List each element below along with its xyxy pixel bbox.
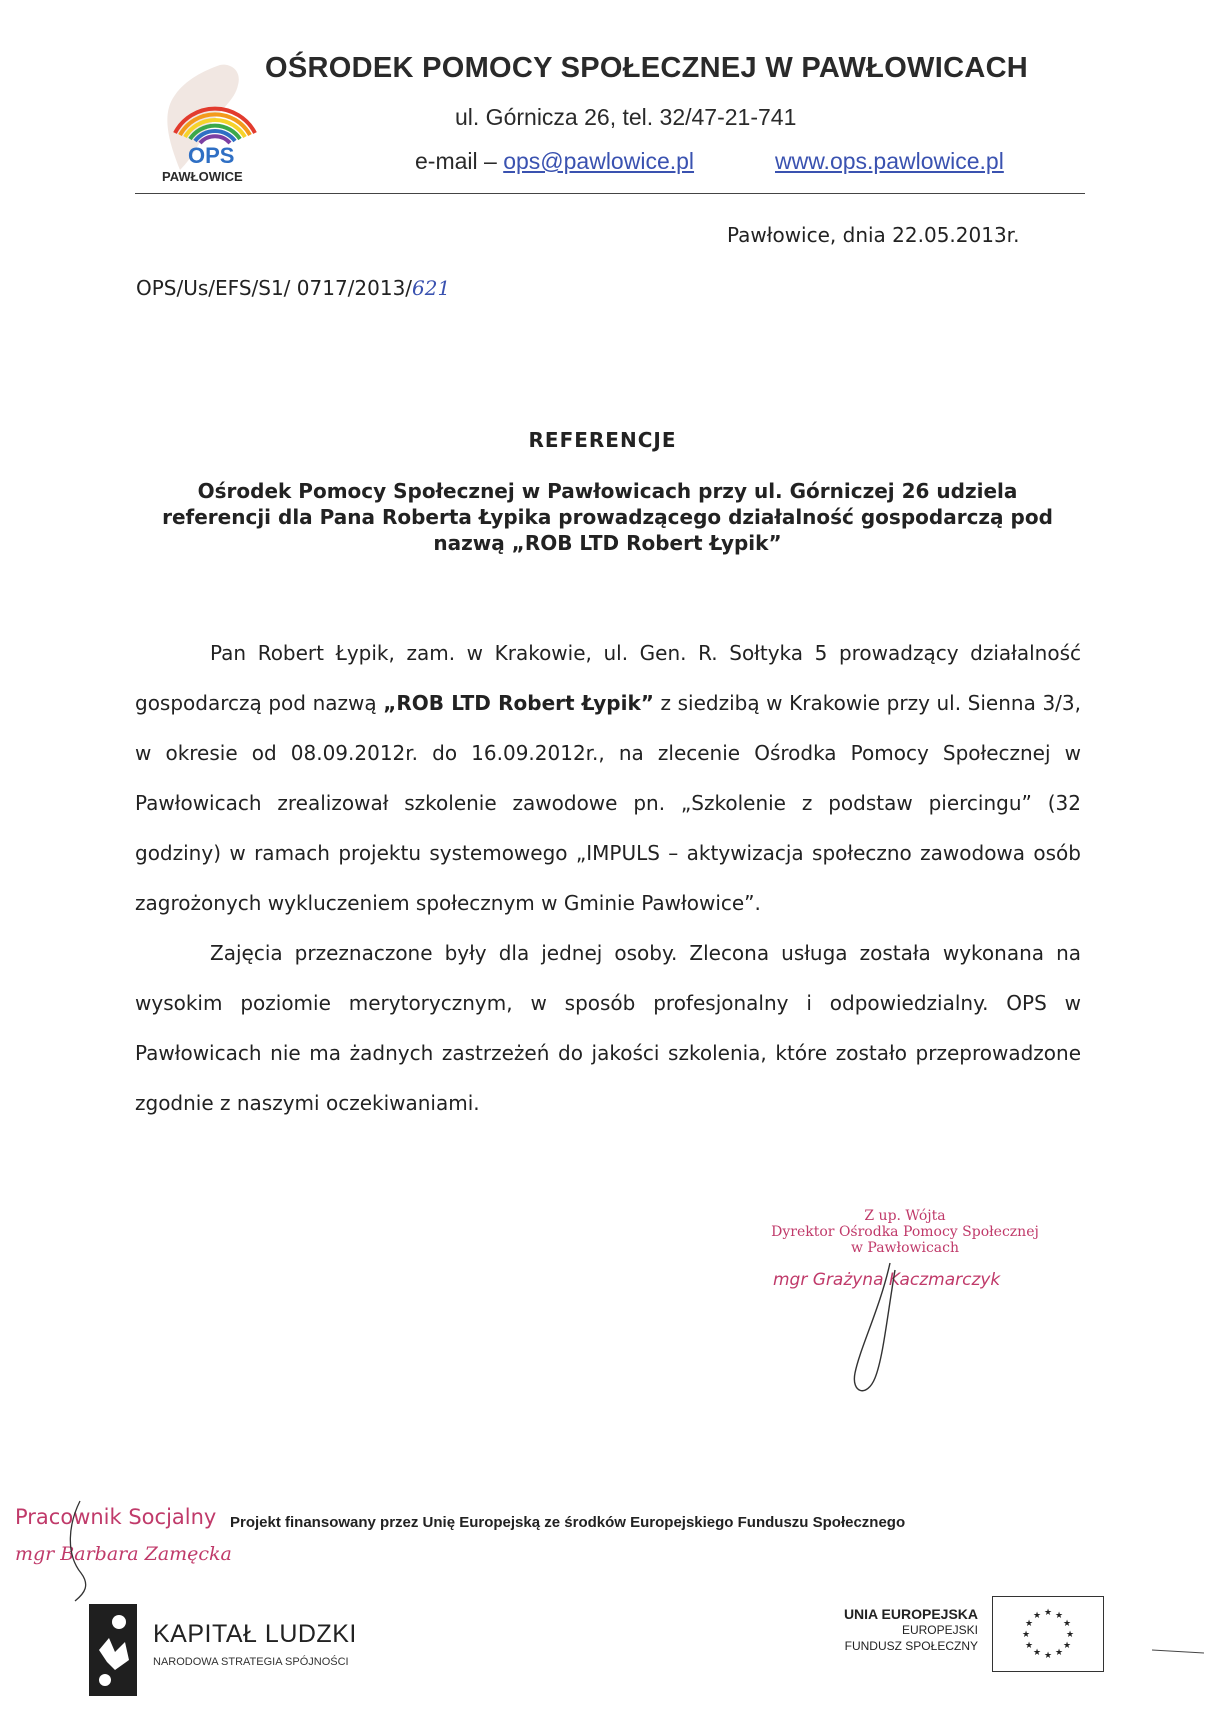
handwritten-signature-icon — [755, 1208, 1055, 1408]
svg-text:★: ★ — [1032, 1611, 1042, 1621]
kapital-ludzki-logo — [85, 1600, 141, 1700]
stamp-line-2: Dyrektor Ośrodka Pomocy Społecznej — [771, 1224, 1039, 1240]
reference-number-printed: OPS/Us/EFS/S1/ 0717/2013/ — [136, 276, 413, 300]
org-address: ul. Górnicza 26, tel. 32/47-21-741 — [455, 104, 797, 130]
document-date: Pawłowice, dnia 22.05.2013r. — [727, 223, 1020, 247]
subject-line: referencji dla Pana Roberta Łypika prowadzącego działalność gospodarczą pod — [162, 505, 1053, 529]
margin-mark — [1152, 1640, 1204, 1648]
svg-text:★: ★ — [1021, 1630, 1031, 1640]
logo-ops-text: OPS — [188, 143, 235, 168]
email-line — [415, 148, 694, 175]
subject-line: nazwą „ROB LTD Robert Łypik” — [433, 531, 782, 555]
body-paragraph-2: Zajęcia przeznaczone były dla jednej osoby. Zlecona usługa została wykonana na wysokim poziomie merytorycznym, w sposób profesjonalny i odpowiedzialny. OPS w Pawłowicach nie ma żadnych zastrzeżeń do jakości szkolenia, które zostało przeprowadzone zgodnie z naszymi oczekiwaniami. — [135, 941, 1081, 1115]
svg-text:★: ★ — [1062, 1619, 1072, 1629]
eu-line-3: FUNDUSZ SPOŁECZNY — [844, 1639, 978, 1653]
kapital-ludzki-emblem-icon — [85, 1600, 141, 1700]
pen-stroke-icon — [1152, 1647, 1204, 1655]
svg-text:★: ★ — [1065, 1630, 1075, 1640]
director-signature-stamp — [755, 1208, 1055, 1408]
kapital-ludzki-title: KAPITAŁ LUDZKI — [153, 1620, 357, 1648]
worker-name: mgr Barbara Zamęcka — [15, 1543, 232, 1565]
svg-text:★: ★ — [1024, 1641, 1034, 1651]
eu-line-2: EUROPEJSKI — [901, 1623, 978, 1637]
body-text-run: Pan Robert Łypik, zam. w Krakowie, ul. Gen. R. Sołtyka 5 prowadzący działalność gospodarczą pod nazwą — [135, 641, 1081, 715]
logo-pawlowice-text: PAWŁOWICE — [162, 169, 243, 184]
social-worker-stamp — [15, 1505, 232, 1565]
website-link[interactable]: www.ops.pawlowice.pl — [775, 148, 1004, 174]
body-paragraph-1 — [135, 628, 1081, 928]
eu-stars-icon — [993, 1597, 1103, 1671]
hand-rainbow-icon — [150, 55, 270, 185]
funding-statement: Projekt finansowany przez Unię Europejską ze środków Europejskiego Funduszu Społecznego — [230, 1514, 906, 1531]
document-title: REFERENCJE — [528, 428, 677, 452]
svg-text:★: ★ — [1043, 1651, 1053, 1661]
reference-number — [136, 276, 450, 300]
eu-flag-icon — [992, 1596, 1104, 1672]
stamp-line-1: Z up. Wójta — [864, 1208, 946, 1224]
ops-logo — [150, 55, 270, 185]
eu-text-block — [820, 1606, 978, 1654]
email-label: e-mail – — [415, 148, 504, 174]
stamp-line-3: w Pawłowicach — [850, 1240, 960, 1256]
reference-number-handwritten: 621 — [412, 276, 451, 300]
worker-role: Pracownik Socjalny — [15, 1505, 217, 1529]
svg-text:★: ★ — [1043, 1608, 1053, 1618]
subject-line: Ośrodek Pomocy Społecznej w Pawłowicach przy ul. Górniczej 26 udziela — [197, 479, 1018, 503]
eu-line-1: UNIA EUROPEJSKA — [843, 1606, 978, 1622]
body-text-run: z siedzibą w Krakowie przy ul. Sienna 3/3, w okresie od 08.09.2012r. do 16.09.2012r., na zlecenie Ośrodka Pomocy Społecznej w Pawłowicach zrealizował szkolenie zawodowe pn. „Szkolenie z podstaw piercingu” (32 godziny) w ramach projektu systemowego „IMPULS – aktywizacja społeczno zawodowa osób zagrożonych wykluczeniem społecznym w Gminie Pawłowice”. — [135, 691, 1081, 915]
worker-signature-icon — [55, 1493, 145, 1603]
kapital-ludzki-subtitle: NARODOWA STRATEGIA SPÓJNOŚCI — [153, 1656, 349, 1668]
org-name: OŚRODEK POMOCY SPOŁECZNEJ W PAWŁOWICACH — [265, 52, 1029, 84]
stamp-name: mgr Grażyna Kaczmarczyk — [773, 1270, 1001, 1290]
company-name-bold: „ROB LTD Robert Łypik” — [383, 691, 654, 715]
svg-text:★: ★ — [1032, 1648, 1042, 1658]
letter-body — [135, 628, 1081, 1128]
subject-block — [130, 478, 1085, 556]
svg-text:★: ★ — [1062, 1641, 1072, 1651]
svg-text:★: ★ — [1054, 1611, 1064, 1621]
svg-text:★: ★ — [1024, 1619, 1034, 1629]
svg-text:★: ★ — [1054, 1648, 1064, 1658]
header-divider — [135, 193, 1085, 194]
email-link[interactable]: ops@pawlowice.pl — [503, 148, 695, 174]
